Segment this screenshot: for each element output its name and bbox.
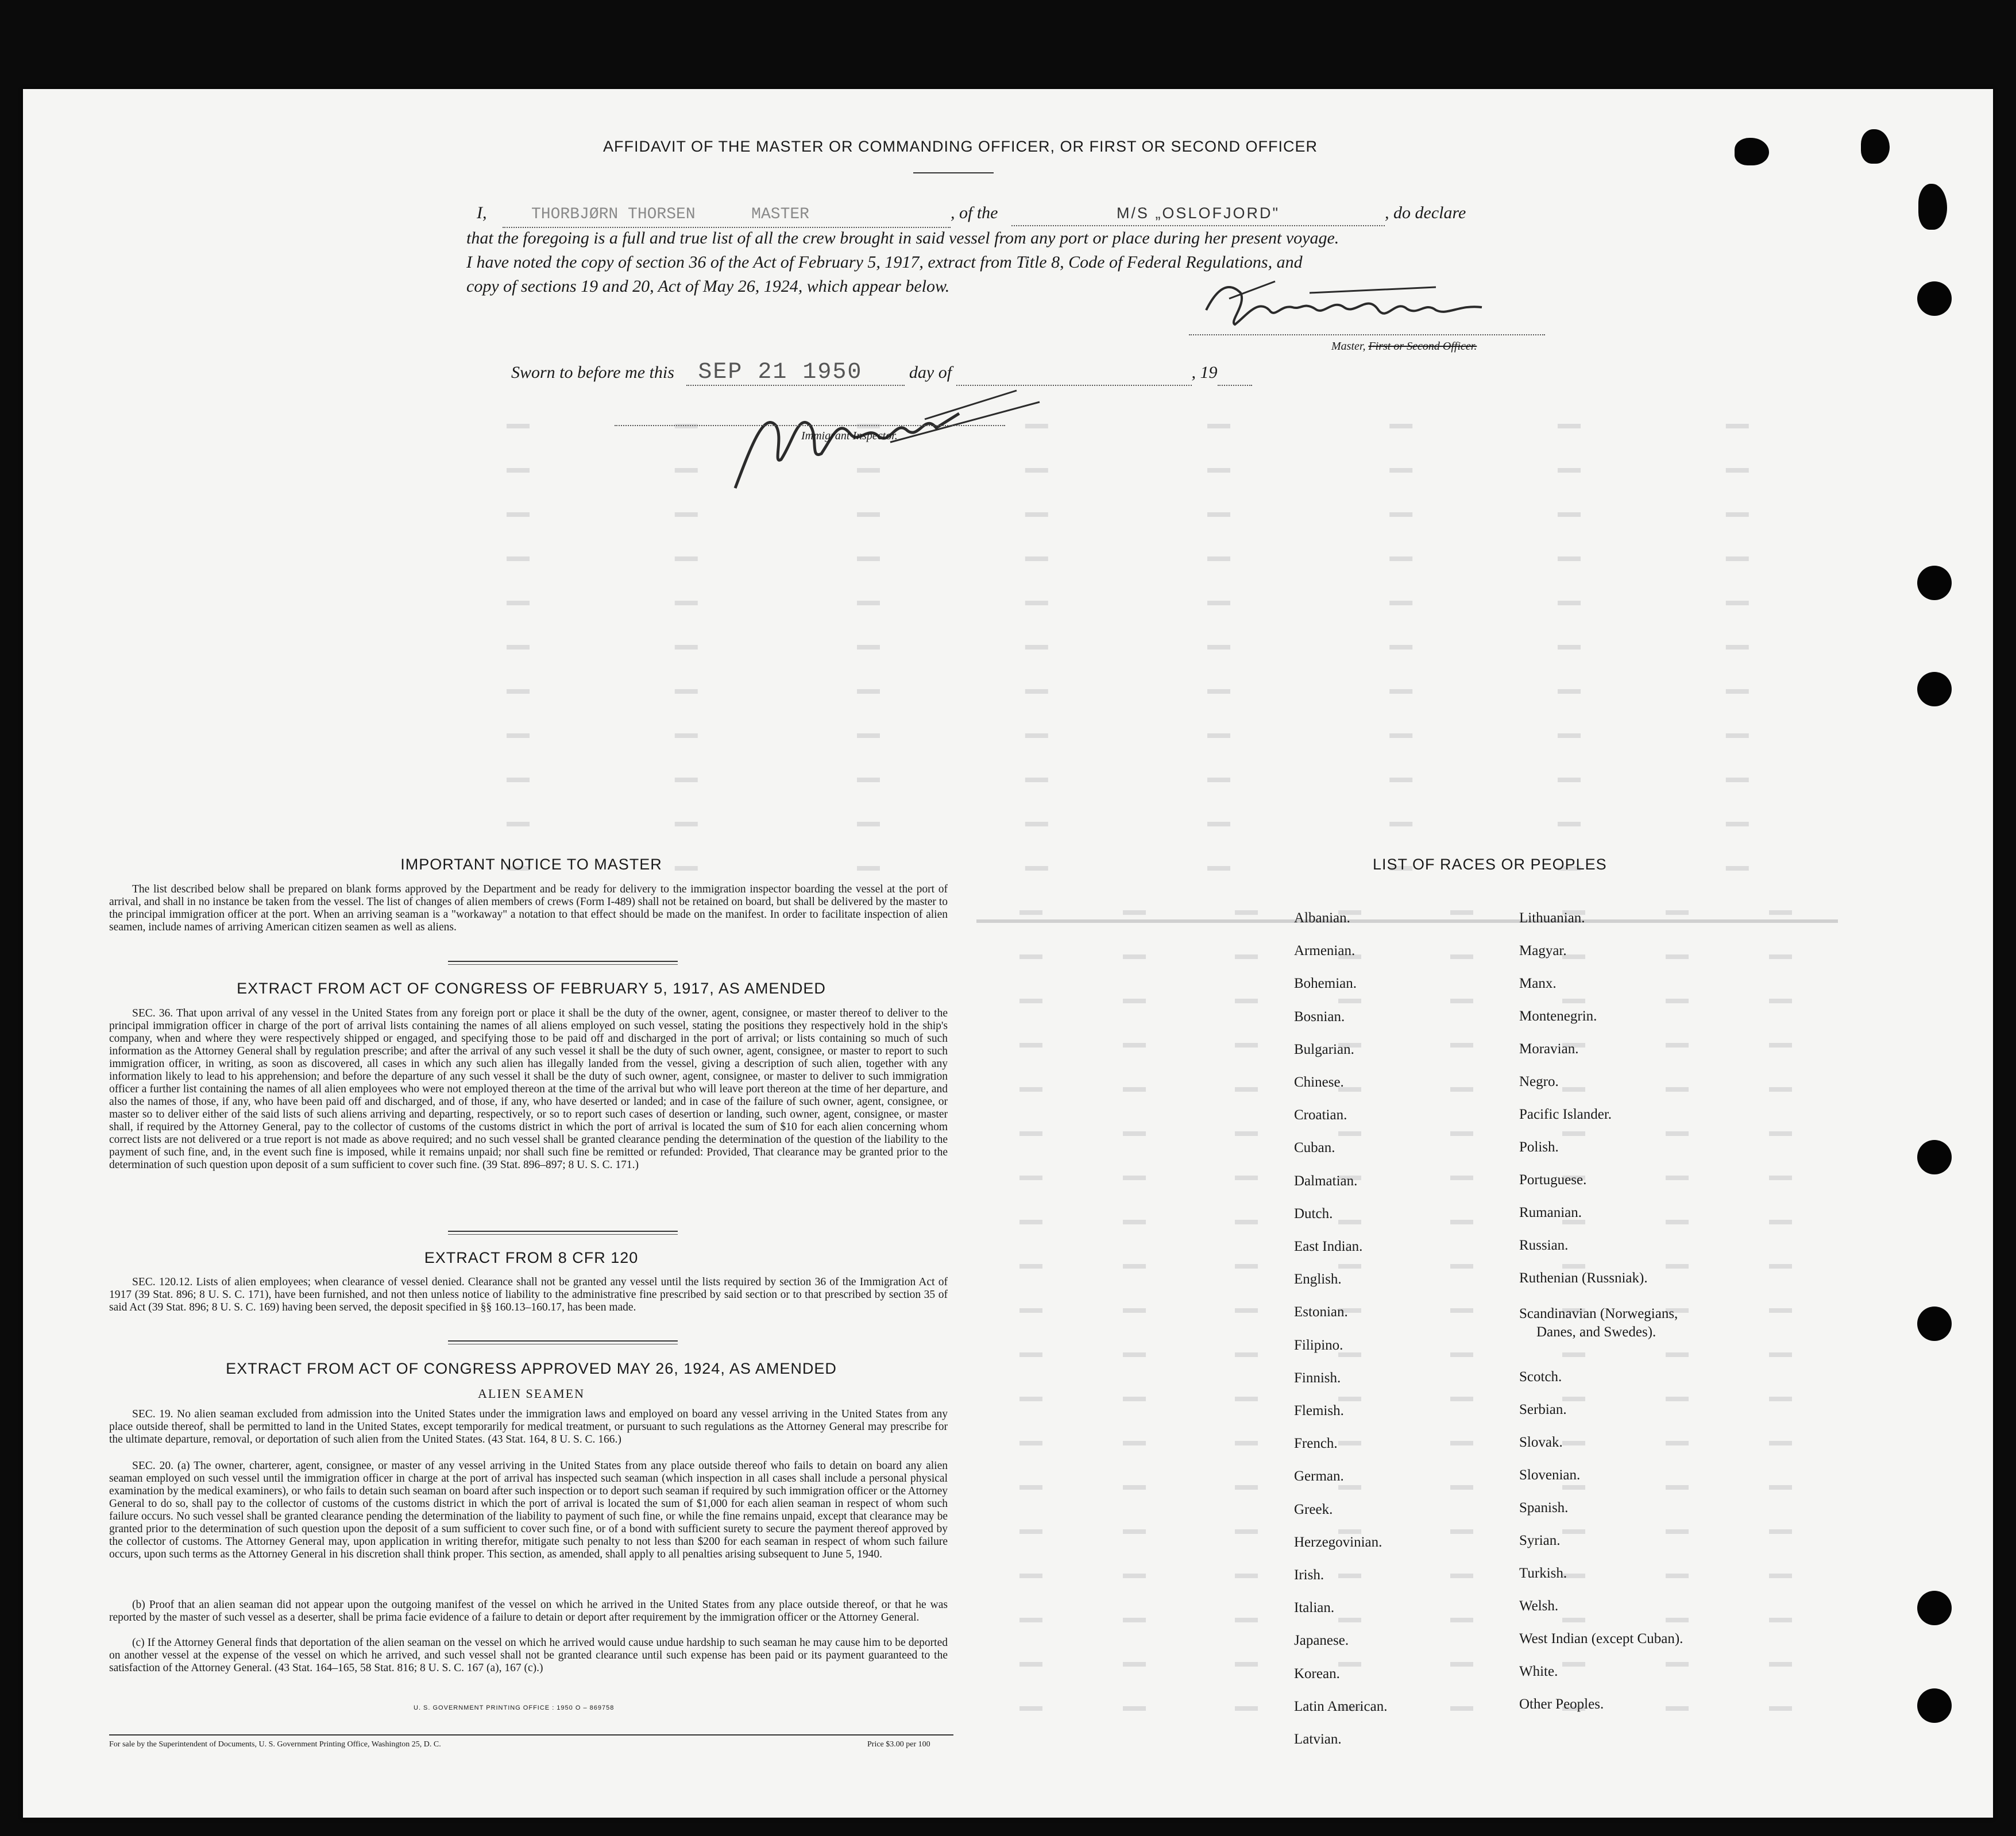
- punch-hole: [1918, 184, 1947, 230]
- cfr-heading: EXTRACT FROM 8 CFR 120: [424, 1249, 639, 1266]
- race-item: Korean.: [1294, 1665, 1340, 1682]
- race-item: Irish.: [1294, 1567, 1324, 1583]
- footer-price: Price $3.00 per 100: [867, 1740, 930, 1749]
- alien-seamen-subheading: ALIEN SEAMEN: [478, 1386, 585, 1401]
- race-item: Chinese.: [1294, 1074, 1344, 1090]
- gpo-imprint: U. S. GOVERNMENT PRINTING OFFICE : 1950 O – 869758: [414, 1704, 615, 1711]
- race-item: Scotch.: [1519, 1369, 1562, 1385]
- punch-hole: [1917, 1140, 1952, 1174]
- notice-text: The list described below shall be prepared on blank forms approved by the Department and be ready for delivery to the immigration inspector boarding the vessel at the port of arrival, and shall in no instance be taken from the vessel. The list of changes of alien members of crews (Form I-489) shall not be retained on board, but shall be delivered by the master to the principal immigration officer at the port. When an arriving seaman is a "workaway" a notation to that effect should be made on the manifest. In order to facilitate inspection of alien seamen, include names of arriving American citizen seamen as well as aliens.: [109, 883, 948, 933]
- notice-heading: IMPORTANT NOTICE TO MASTER: [400, 856, 662, 873]
- race-item: Albanian.: [1294, 910, 1350, 926]
- race-item: Slovenian.: [1519, 1467, 1581, 1483]
- footer-rule: [109, 1734, 953, 1735]
- declaration-line-3: I have noted the copy of section 36 of the Act of February 5, 1917, extract from Title 8, Code of Federal Regulations, and: [466, 253, 1303, 272]
- race-item: Latin American.: [1294, 1698, 1388, 1714]
- race-item: Russian.: [1519, 1238, 1569, 1253]
- year-field: [1218, 361, 1252, 386]
- race-item: Pacific Islander.: [1519, 1107, 1612, 1122]
- sworn-prefix: Sworn to before me this: [511, 363, 674, 382]
- bleed-through-row: [437, 419, 1838, 433]
- sec19-text: SEC. 19. No alien seaman excluded from admission into the United States under the immigration laws and employed on board any vessel arriving in the United States from any place outside thereof, shall be permitted to land in the United States, except temporarily for medical treatment, or pursuant to such regulations as the Attorney General may prescribe for the ultimate departure, removal, or deportation of such alien from the United States. (43 Stat. 164, 8 U. S. C. 166.): [109, 1408, 948, 1445]
- race-item: Spanish.: [1519, 1500, 1569, 1516]
- do-declare-text: , do declare: [1385, 203, 1466, 222]
- race-item: Syrian.: [1519, 1533, 1561, 1548]
- master-caption: [1331, 340, 1477, 353]
- footer-sales: For sale by the Superintendent of Documents, U. S. Government Printing Office, Washington 25, D. C.: [109, 1740, 441, 1749]
- race-item: Rumanian.: [1519, 1205, 1582, 1220]
- vessel-field: [1011, 201, 1385, 226]
- divider: [448, 964, 678, 965]
- bleed-through-row: [437, 508, 1838, 521]
- race-item: Negro.: [1519, 1074, 1559, 1089]
- bleed-through-row: [976, 1038, 1838, 1052]
- race-item: Manx.: [1519, 976, 1557, 991]
- punch-hole: [1917, 1688, 1952, 1723]
- punch-hole: [1917, 672, 1952, 706]
- bleed-through-row: [976, 1171, 1838, 1185]
- race-item: Welsh.: [1519, 1598, 1559, 1614]
- bleed-through-row: [976, 1083, 1838, 1096]
- master-caption-master: Master,: [1331, 340, 1366, 353]
- master-name: THORBJØRN THORSEN: [531, 206, 696, 223]
- bleed-through-row: [976, 1259, 1838, 1273]
- race-item: Greek.: [1294, 1501, 1333, 1517]
- bleed-through-row: [976, 1481, 1838, 1494]
- race-item: Montenegrin.: [1519, 1008, 1597, 1024]
- race-item: Estonian.: [1294, 1304, 1348, 1320]
- race-item: Dalmatian.: [1294, 1173, 1358, 1189]
- race-item: Armenian.: [1294, 943, 1355, 959]
- vessel-name: M/S „OSLOFJORD": [1116, 204, 1280, 222]
- bleed-through-row: [437, 463, 1838, 477]
- race-item: East Indian.: [1294, 1239, 1363, 1254]
- punch-hole: [1917, 566, 1952, 600]
- ink-blot: [1861, 129, 1890, 164]
- affidavit-title: AFFIDAVIT OF THE MASTER OR COMMANDING OFFICER, OR FIRST OR SECOND OFFICER: [603, 138, 1318, 155]
- race-item: Italian.: [1294, 1600, 1335, 1616]
- master-signature-line: [1189, 334, 1545, 335]
- race-item: Filipino.: [1294, 1337, 1343, 1353]
- sec20a-text: SEC. 20. (a) The owner, charterer, agent, consignee, or master of any vessel arriving in the United States from any place outside thereof who fails to detain on board any alien seaman employed on such vessel until the immigration officer in charge at the port of arrival has inspected such seaman (which inspection in all cases shall include a personal physical examination by the medical examiners), or who fails to detain such seaman on board after such inspection or to deport such seaman if required by such immigration officer or the Attorney General to do so, shall pay to the collector of customs of the customs district in which the port of arrival is located the sum of $1,000 for each alien seaman in respect of whom such failure occurs. No such vessel shall be granted clearance pending the determination of the liability to payment of such fine, or while the fine remains unpaid, except that clearance may be granted prior to the determination of such question upon the deposit of a sum sufficient to cover such fine, or of a bond with sufficient surety to secure the payment thereof approved by the collector of customs. The Attorney General may, upon application in writing therefor, mitigate such penalty to not less than $200 for each seaman in respect of whom such failure occurs, upon such terms as the Attorney General in his discretion shall think proper. This section, as amended, shall apply to all penalties arising subsequent to June 5, 1940.: [109, 1460, 948, 1560]
- bleed-through-row: [437, 817, 1838, 831]
- day-of-text: day of: [909, 363, 952, 382]
- cfr-text: SEC. 120.12. Lists of alien employees; when clearance of vessel denied. Clearance shall not be granted any vessel until the lists required by section 36 of the Immigration Act of 1917 (39 Stat. 896; 8 U. S. C. 171), have been furnished, and not then unless notice of liability to the administrative fine prescribed by said section or to that prescribed by section 35 of said Act (39 Stat. 896; 8 U. S. C. 169) having been served, the deposit specified in §§ 160.13–160.17, has been made.: [109, 1276, 948, 1313]
- bleed-through-row: [437, 596, 1838, 610]
- race-item: Polish.: [1519, 1139, 1559, 1155]
- race-item: Bosnian.: [1294, 1008, 1345, 1025]
- race-item: Other Peoples.: [1519, 1696, 1604, 1712]
- punch-hole: [1917, 1591, 1952, 1625]
- bleed-through-row: [976, 950, 1838, 964]
- bleed-through-row: [976, 1304, 1838, 1317]
- inspector-caption: Immigrant Inspector.: [801, 430, 898, 442]
- race-item: Danes, and Swedes).: [1536, 1324, 1656, 1340]
- punch-hole: [1917, 1307, 1952, 1341]
- sec20b-text: (b) Proof that an alien seaman did not appear upon the outgoing manifest of the vessel on which he arrived in the United States from any place outside thereof, or that he was reported by the master of such vessel as a deserter, shall be prima facie evidence of a failure to detain or deport after requirement by the immigration officer or the Attorney General.: [109, 1599, 948, 1624]
- date-stamp: SEP 21 1950: [698, 360, 863, 385]
- race-item: Flemish.: [1294, 1403, 1344, 1418]
- bleed-through-row: [437, 773, 1838, 787]
- bleed-through-row: [976, 1392, 1838, 1406]
- races-heading: LIST OF RACES OR PEOPLES: [1373, 856, 1607, 873]
- line1-prefix: I,: [477, 203, 487, 222]
- race-item: Croatian.: [1294, 1107, 1347, 1123]
- bleed-through-row: [976, 994, 1838, 1008]
- bleed-through-row: [976, 1702, 1838, 1715]
- race-item: Magyar.: [1519, 943, 1567, 958]
- bleed-through-row: [976, 1348, 1838, 1362]
- bleed-through-row: [976, 1569, 1838, 1583]
- race-item: Dutch.: [1294, 1205, 1333, 1222]
- master-caption-officer: First or Second Officer.: [1368, 340, 1477, 353]
- inspector-signature-line: [615, 425, 1005, 426]
- race-item: Portuguese.: [1519, 1172, 1587, 1188]
- of-the-text: , of the: [951, 203, 998, 222]
- divider: [448, 961, 678, 962]
- race-item: Japanese.: [1294, 1633, 1349, 1649]
- race-item: Turkish.: [1519, 1566, 1567, 1581]
- bleed-through-row: [976, 906, 1838, 923]
- bleed-through-row: [437, 640, 1838, 654]
- race-item: Cuban.: [1294, 1140, 1335, 1156]
- race-item: Ruthenian (Russniak).: [1519, 1270, 1648, 1286]
- race-item: Serbian.: [1519, 1402, 1567, 1417]
- master-signature: [1195, 276, 1516, 339]
- race-item: West Indian (except Cuban).: [1519, 1631, 1683, 1646]
- extract-1917-text: SEC. 36. That upon arrival of any vessel in the United States from any foreign port or place it shall be the duty of the owner, agent, consignee, or master thereof to deliver to the principal immigration officer in charge of the port of arrival lists containing the names of all aliens employed on such vessel, stating the positions they respectively hold in the ship's company, when and where they were respectively shipped or engaged, and specifying those to be paid off and discharged in the port of arrival; or lists containing so much of such information as the Attorney General shall by regulation prescribe; and after the arrival of any such vessel it shall be the duty of such owner, agent, consignee, or master to report to such immigration officer, in writing, as soon as discovered, all cases in which any such alien has illegally landed from the vessel, giving a description of such alien, together with any information likely to lead to his apprehension; and before the departure of any such vessel it shall be the duty of such owner, agent, consignee, or master to deliver to such immigration officer a further list containing the names of all alien employees who were not employed thereon at the time of the arrival but who will leave port thereon at the time of her departure, and also the names of those, if any, who have been paid off and discharged, and of those, if any, who have deserted or landed; and in case of the failure of such owner, agent, consignee, or master so to deliver either of the said lists of such aliens arriving and departing, respectively, or so to report such cases of desertion or landing, such owner, agent, consignee, or master shall, if required by the Attorney General, pay to the collector of customs of the customs district in which the port of arrival is located the sum of $10 for each alien concerning whom correct lists are not delivered or a true report is not made as above required; and no such vessel shall be granted clearance pending the determination of the question of the liability to the payment of such fine, and, in the event such fine is imposed, while it remains unpaid; nor shall such fine be remitted or refunded: Provided, That clearance may be granted prior to the determination of such question upon deposit of a sum sufficient to cover such fine. (39 Stat. 896–897; 8 U. S. C. 171.): [109, 1007, 948, 1171]
- extract-1917-heading: EXTRACT FROM ACT OF CONGRESS OF FEBRUARY 5, 1917, AS AMENDED: [237, 980, 826, 997]
- bleed-through-row: [976, 1613, 1838, 1627]
- divider: [448, 1234, 678, 1235]
- declaration-line-4: copy of sections 19 and 20, Act of May 26, 1924, which appear below.: [466, 277, 950, 296]
- race-item: Bulgarian.: [1294, 1041, 1354, 1057]
- bleed-through-row: [976, 1436, 1838, 1450]
- year-prefix: , 19: [1191, 363, 1218, 382]
- race-item: Bohemian.: [1294, 976, 1357, 992]
- race-item: Lithuanian.: [1519, 910, 1585, 926]
- bleed-through-row: [976, 1525, 1838, 1539]
- bleed-through-row: [437, 552, 1838, 566]
- divider: [448, 1340, 678, 1342]
- race-item: German.: [1294, 1468, 1344, 1485]
- sec20c-text: (c) If the Attorney General finds that deportation of the alien seaman on the vessel on which he arrived would cause undue hardship to such seaman he may cause him to be deported on another vessel at the expense of the vessel on which he arrived, and such vessel shall not be granted clearance until such expense has been paid or its payment guaranteed to the satisfaction of the Attorney General. (43 Stat. 164–165, 58 Stat. 816; 8 U. S. C. 167 (a), 167 (c).): [109, 1637, 948, 1674]
- race-item: French.: [1294, 1436, 1338, 1452]
- race-item: Herzegovinian.: [1294, 1534, 1382, 1550]
- divider: [448, 1231, 678, 1232]
- bleed-through-row: [976, 1215, 1838, 1229]
- race-item: Latvian.: [1294, 1731, 1342, 1747]
- title-rule: [913, 172, 994, 173]
- bleed-through-row: [976, 1127, 1838, 1141]
- race-item: White.: [1519, 1664, 1558, 1679]
- race-item: Finnish.: [1294, 1370, 1341, 1386]
- bleed-through-row: [437, 685, 1838, 698]
- master-title-typed: MASTER: [751, 206, 809, 223]
- master-name-field: [503, 201, 951, 228]
- bleed-through-row: [437, 729, 1838, 743]
- race-item: English.: [1294, 1271, 1342, 1288]
- race-item: Slovak.: [1519, 1435, 1563, 1450]
- extract-1924-heading: EXTRACT FROM ACT OF CONGRESS APPROVED MAY 26, 1924, AS AMENDED: [226, 1360, 837, 1377]
- declaration-line-1: [477, 201, 1557, 228]
- declaration-line-2: that the foregoing is a full and true list of all the crew brought in said vessel from any port or place during her present voyage.: [466, 229, 1339, 248]
- race-item: Scandinavian (Norwegians,: [1519, 1306, 1678, 1321]
- ink-blot: [1735, 138, 1769, 165]
- race-item: Moravian.: [1519, 1041, 1579, 1057]
- bleed-through-row: [976, 1657, 1838, 1671]
- punch-hole: [1917, 281, 1952, 316]
